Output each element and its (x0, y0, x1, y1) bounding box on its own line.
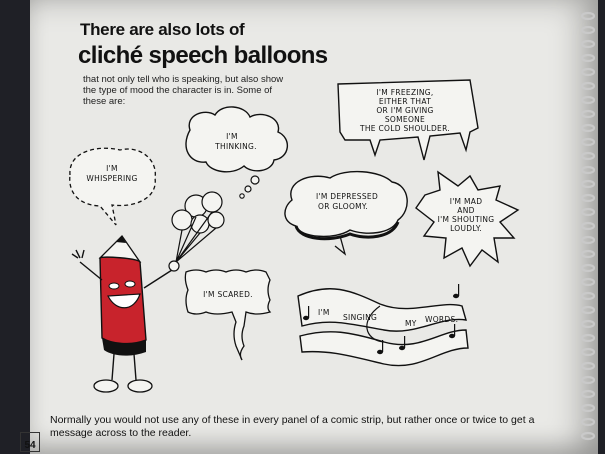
heading-line-2: cliché speech balloons (78, 42, 328, 69)
freezing-line-3: OR I'M GIVING (376, 106, 434, 115)
mad-line-2: AND (457, 206, 475, 215)
mad-balloon (416, 172, 518, 266)
singing-word-2: SINGING (343, 313, 378, 322)
caption-text: Normally you would not use any of these in every panel of a comic strip, but rather once or twice to get a message across to the reader. (50, 414, 535, 439)
thinking-line-2: THINKING. (215, 142, 257, 151)
singing-balloon (298, 284, 468, 366)
depressed-balloon (285, 172, 407, 254)
thinking-balloon (186, 107, 287, 198)
party-balloons (172, 192, 224, 262)
whispering-line-1: I'M (106, 164, 118, 173)
heading-line-1: There are also lots of (80, 20, 245, 39)
whispering-balloon (70, 148, 156, 225)
freezing-line-4: SOMEONE (384, 115, 426, 124)
page-number: 54 (20, 432, 40, 452)
scared-balloon (185, 270, 270, 360)
mad-line-4: LOUDLY. (450, 224, 482, 233)
thinking-line-1: I'M (226, 132, 238, 141)
freezing-balloon (338, 80, 478, 160)
whispering-line-2: WHISPERING (86, 174, 138, 183)
scared-text: I'M SCARED. (203, 290, 253, 299)
mad-line-3: I'M SHOUTING (437, 215, 495, 224)
depressed-line-1: I'M DEPRESSED (315, 192, 379, 201)
freezing-line-1: I'M FREEZING, (376, 88, 434, 97)
pencil-character (72, 236, 179, 392)
singing-word-4: WORDS. (425, 315, 459, 324)
depressed-line-2: OR GLOOMY. (318, 202, 368, 211)
singing-word-1: I'M (318, 308, 330, 317)
mad-line-1: I'M MAD (449, 197, 483, 206)
freezing-line-2: EITHER THAT (378, 97, 432, 106)
freezing-line-5: THE COLD SHOULDER. (359, 124, 451, 133)
intro-text: that not only tell who is speaking, but also show the type of mood the character is in. Some of these are: (83, 74, 284, 107)
singing-word-3: MY (405, 319, 417, 328)
